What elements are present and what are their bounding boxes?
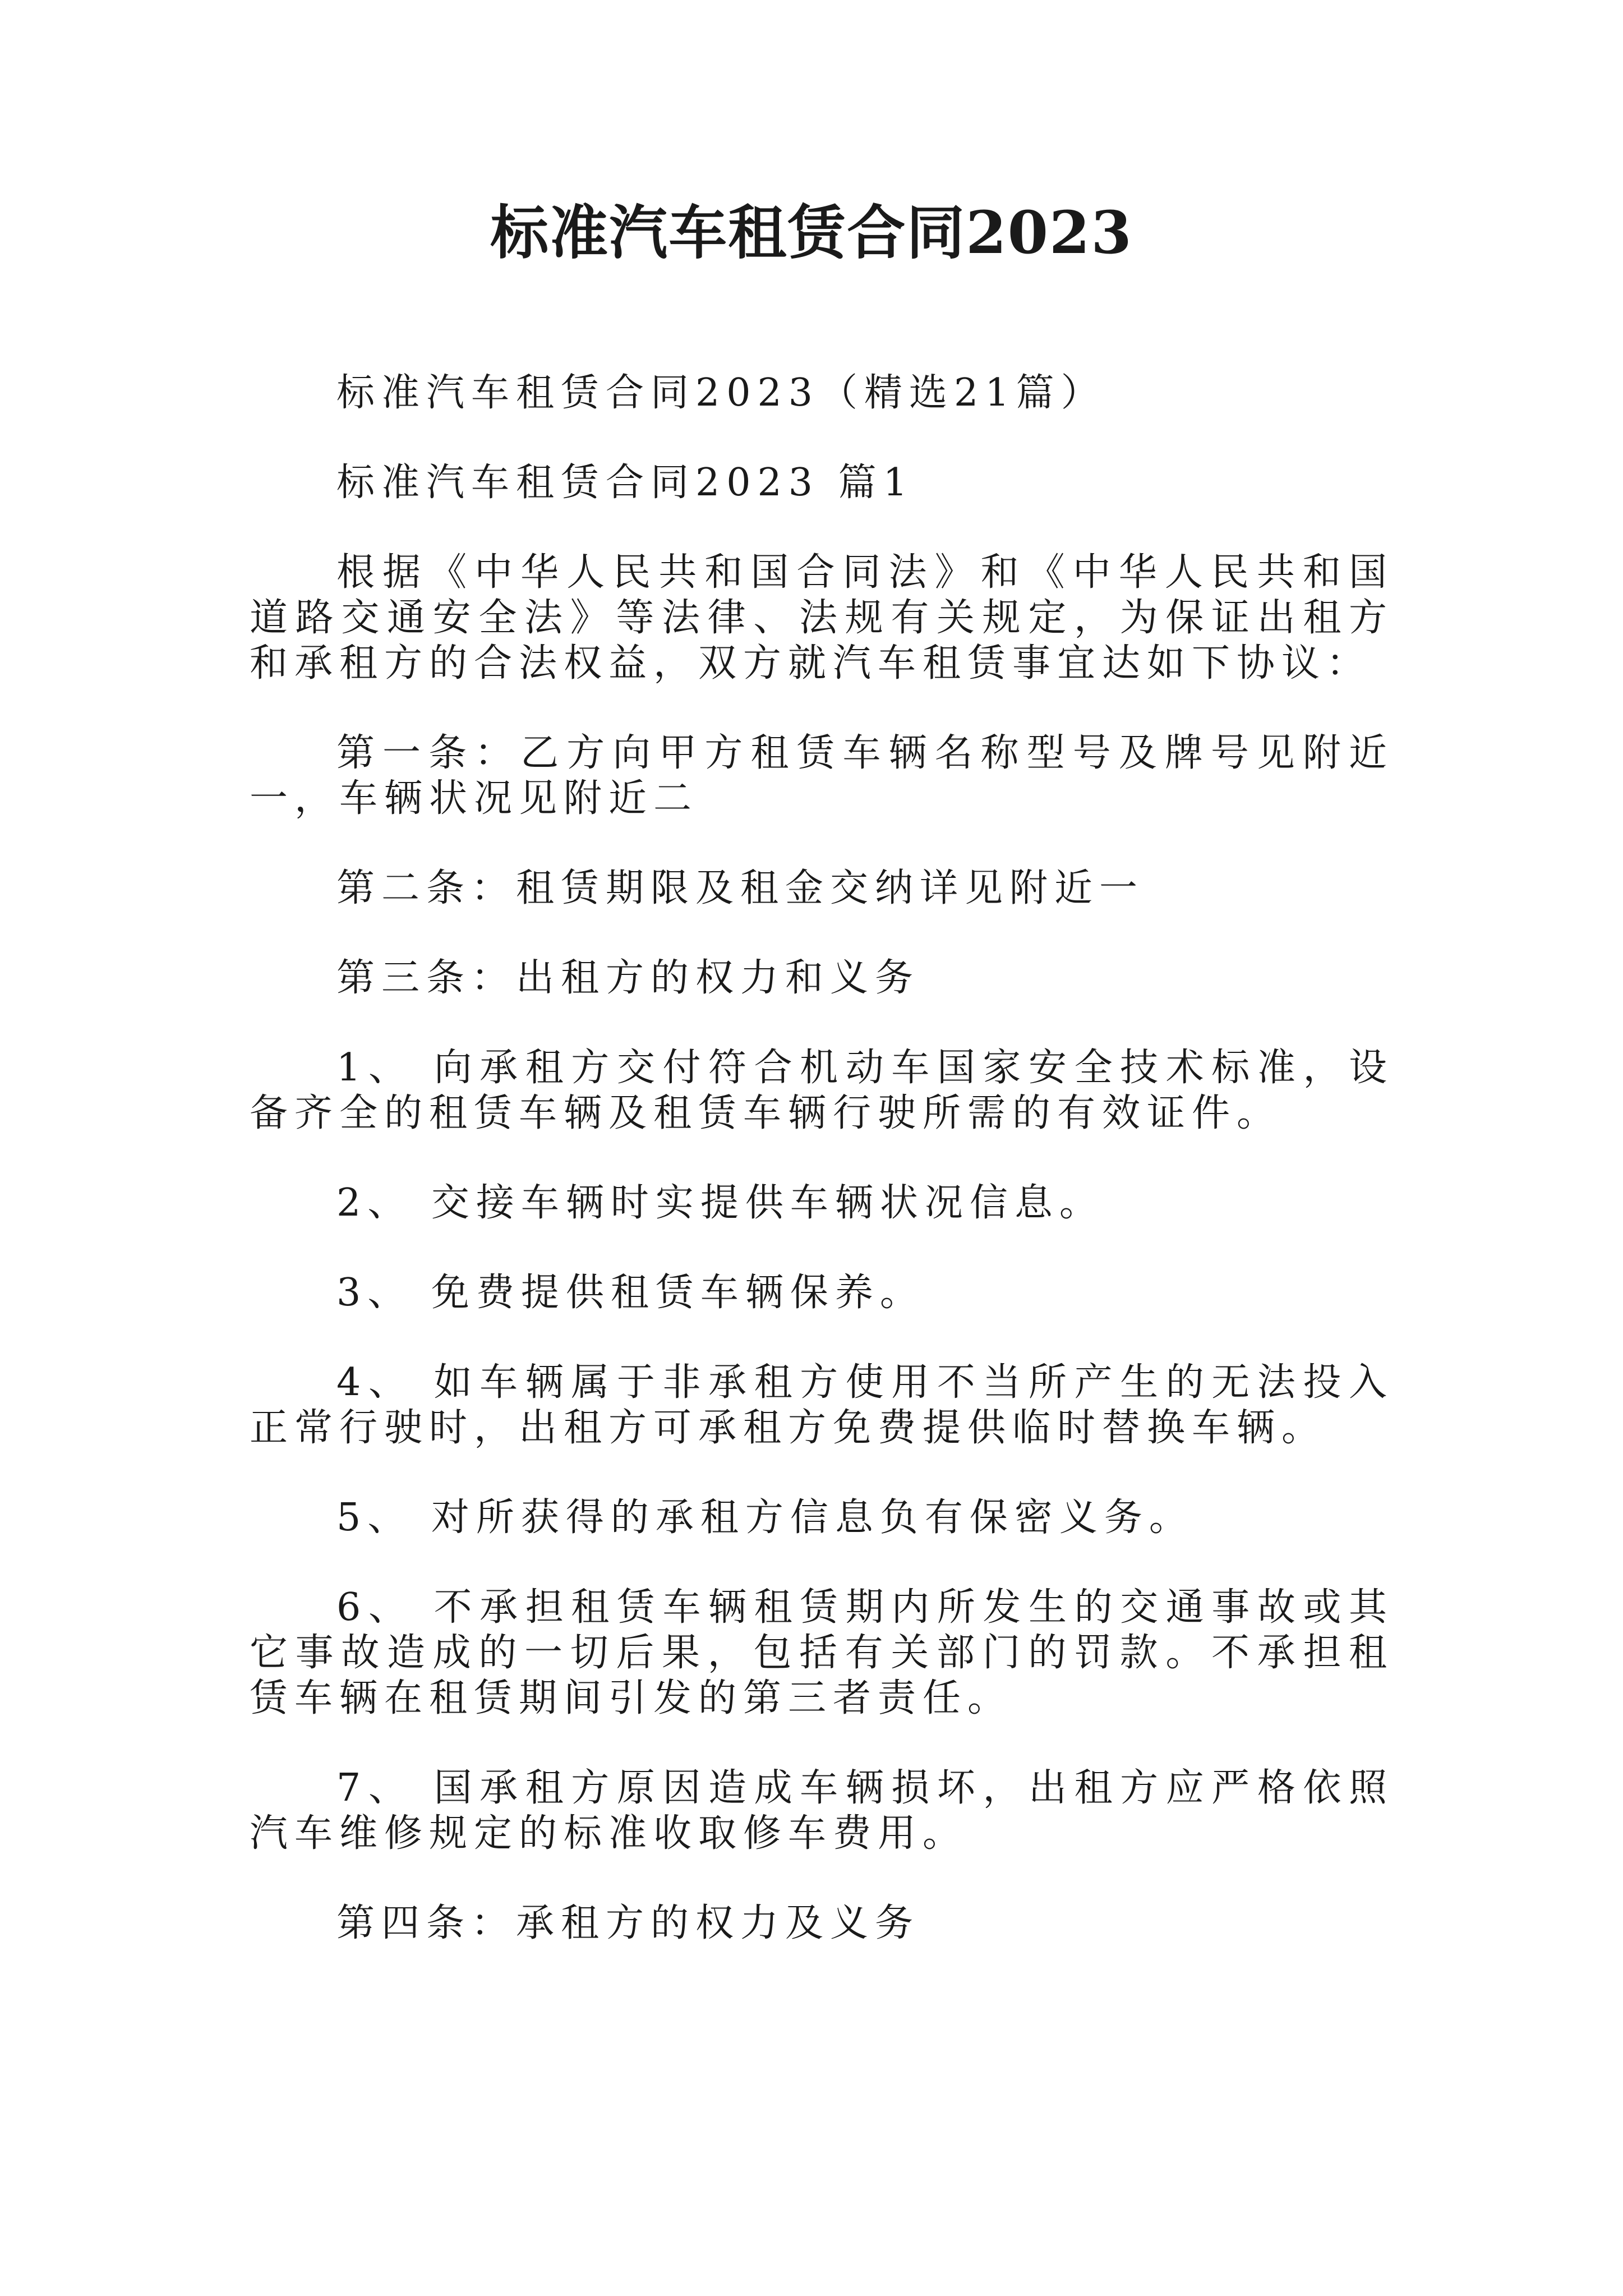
paragraph-item-3: 3、 免费提供租赁车辆保养。 <box>336 1271 925 1315</box>
paragraph-subtitle: 标准汽车租赁合同2023（精选21篇） <box>336 371 1106 415</box>
paragraph-article-4: 第四条：承租方的权力及义务 <box>336 1901 920 1945</box>
document-body <box>250 370 1394 1990</box>
paragraph-item-4: 4、 如车辆属于非承租方使用不当所产生的无法投入正常行驶时，出租方可承租方免费提供临时替换车辆。 <box>250 1360 1394 1450</box>
paragraph-article-3: 第三条：出租方的权力和义务 <box>336 956 920 1000</box>
paragraph-item-7: 7、 国承租方原因造成车辆损坏，出租方应严格依照汽车维修规定的标准收取修车费用。 <box>250 1766 1394 1856</box>
paragraph-item-2: 2、 交接车辆时实提供车辆状况信息。 <box>336 1181 1104 1225</box>
paragraph-article-2: 第二条：租赁期限及租金交纳详见附近一 <box>336 866 1145 910</box>
paragraph-article-1: 第一条：乙方向甲方租赁车辆名称型号及牌号见附近一，车辆状况见附近二 <box>250 731 1394 821</box>
paragraph-item-5: 5、 对所获得的承租方信息负有保密义务。 <box>336 1496 1194 1540</box>
paragraph-item-6: 6、 不承担租赁车辆租赁期内所发生的交通事故或其它事故造成的一切后果，包括有关部门的罚款。不承担租赁车辆在租赁期间引发的第三者责任。 <box>250 1585 1394 1720</box>
paragraph-item-1: 1、 向承租方交付符合机动车国家安全技术标准，设备齐全的租赁车辆及租赁车辆行驶所需的有效证件。 <box>250 1046 1394 1135</box>
document-title: 标准汽车租赁合同2023 <box>490 198 1133 267</box>
paragraph-preamble: 根据《中华人民共和国合同法》和《中华人民共和国道路交通安全法》等法律、法规有关规定，为保证出租方和承租方的合法权益，双方就汽车租赁事宜达如下协议： <box>250 550 1394 685</box>
paragraph-section-heading: 标准汽车租赁合同2023 篇1 <box>336 461 914 505</box>
